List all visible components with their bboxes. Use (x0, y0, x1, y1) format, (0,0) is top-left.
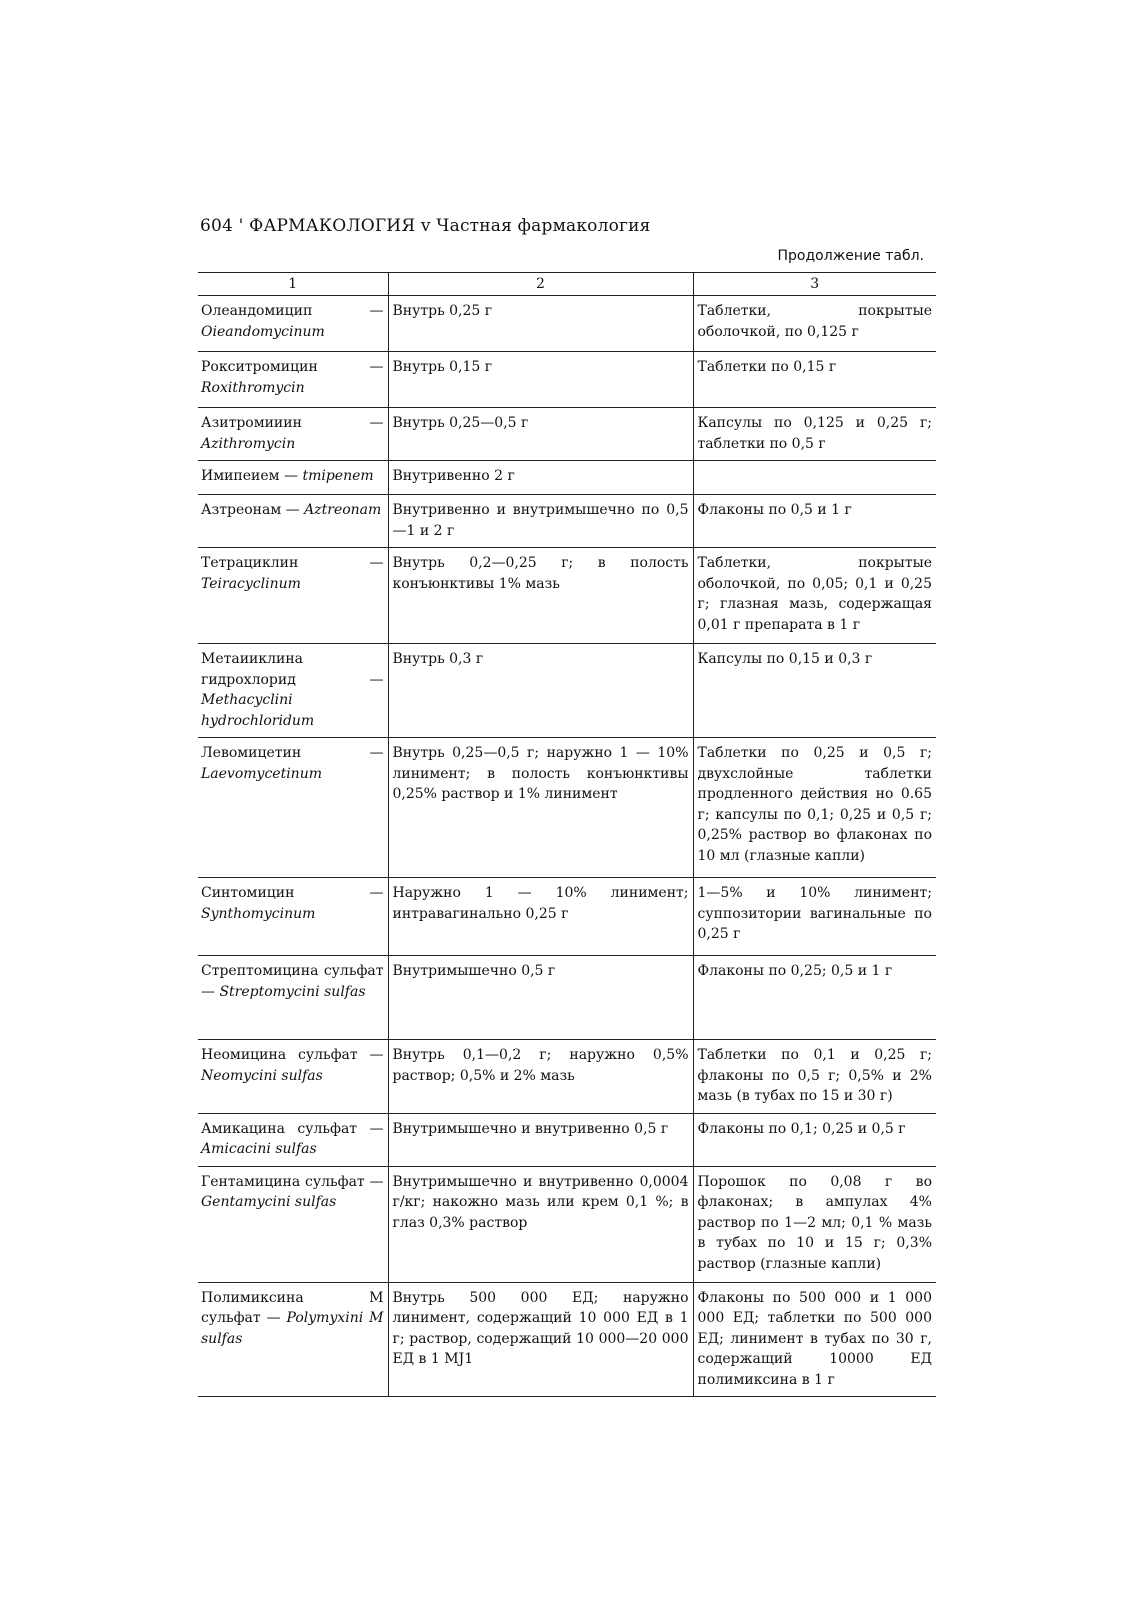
drug-name-cell (198, 956, 388, 1040)
table-row (198, 956, 936, 1040)
table-row (198, 878, 936, 956)
dose-cell: Внутривенно и внутримышечно по 0,5—1 и 2 г (388, 495, 693, 548)
dose-cell: Внутрь 0,3 г (388, 644, 693, 738)
table-row (198, 461, 936, 495)
form-cell (693, 461, 936, 495)
page-header: 604 ' ФАРМАКОЛОГИЯ v Частная фармакология (200, 216, 651, 236)
form-cell: Таблетки по 0,1 и 0,25 г; флаконы по 0,5 г; 0,5% и 2% мазь (в тубах по 15 и 30 г) (693, 1040, 936, 1114)
table-row (198, 548, 936, 644)
drug-latin-name: Teiracyclinum (201, 575, 301, 592)
form-cell: Флаконы по 0,25; 0,5 и 1 г (693, 956, 936, 1040)
column-header: 2 (388, 273, 693, 296)
table-row (198, 1166, 936, 1282)
form-cell: Флаконы по 0,5 и 1 г (693, 495, 936, 548)
drug-name-cell (198, 495, 388, 548)
table-row (198, 1113, 936, 1166)
drug-name-cell (198, 1113, 388, 1166)
form-cell: Таблетки, покрытые оболочкой, по 0,05; 0,1 и 0,25 г; глазная мазь, содержащая 0,01 г препарата в 1 г (693, 548, 936, 644)
column-header: 3 (693, 273, 936, 296)
table-row (198, 1040, 936, 1114)
drug-latin-name: Neomycini sulfas (201, 1067, 323, 1084)
drug-latin-name: Aztreonam (304, 502, 382, 518)
drug-table (198, 272, 936, 1397)
dose-cell: Внутрь 0,1—0,2 г; наружно 0,5% раствор; 0,5% и 2% мазь (388, 1040, 693, 1114)
drug-name-cell (198, 461, 388, 495)
drug-name-cell (198, 408, 388, 461)
dose-cell: Наружно 1 — 10% линимент; интравагинально 0,25 г (388, 878, 693, 956)
drug-latin-name: Gentamycini sulfas (201, 1194, 337, 1210)
drug-latin-name: Methacyclini hydrochloridum (201, 692, 315, 729)
table-header-row (198, 273, 936, 296)
drug-name-cell (198, 644, 388, 738)
drug-name: Гентамицина сульфат — (201, 1173, 384, 1190)
form-cell: Таблетки, покрытые оболочкой, по 0,125 г (693, 296, 936, 352)
dose-cell: Внутрь 500 000 ЕД; наружно линимент, содержащий 10 000 ЕД в 1 г; раствор, содержащий 10 000—20 000 ЕД в 1 MJ1 (388, 1282, 693, 1397)
drug-latin-name: Oieandomycinum (201, 323, 325, 340)
drug-name: Метаииклина гидрохлорид — (201, 651, 384, 688)
dose-cell: Внутрь 0,25—0,5 г; наружно 1 — 10% линимент; в полость конъюнктивы 0,25% раствор и 1% линимент (388, 738, 693, 878)
form-cell: Капсулы по 0,15 и 0,3 г (693, 644, 936, 738)
table-row (198, 738, 936, 878)
drug-latin-name: Synthomycinum (201, 905, 316, 922)
drug-name: Стрептомицина сульфат — (201, 963, 384, 1000)
table-row (198, 408, 936, 461)
table-row (198, 644, 936, 738)
column-header: 1 (198, 273, 388, 296)
table-row (198, 1282, 936, 1397)
drug-latin-name: Roxithromycin (201, 379, 305, 396)
form-cell: Порошок по 0,08 г во флаконах; в ампулах 4% раствор по 1—2 мл; 0,1 % мазь в тубах по 10 и 15 г; 0,3% раствор (глазные капли) (693, 1166, 936, 1282)
form-cell: Флаконы по 500 000 и 1 000 000 ЕД; таблетки по 500 000 ЕД; линимент в тубах по 30 г, содержащий 10000 ЕД полимиксина в 1 г (693, 1282, 936, 1397)
drug-latin-name: Laevomycetinum (201, 765, 322, 782)
form-cell: Флаконы по 0,1; 0,25 и 0,5 г (693, 1113, 936, 1166)
drug-name-cell (198, 548, 388, 644)
drug-name-cell (198, 878, 388, 956)
table-row (198, 296, 936, 352)
dose-cell: Внутрь 0,15 г (388, 352, 693, 408)
drug-name: Неомицина сульфат — (201, 1047, 384, 1063)
drug-name: Тетрациклин — (201, 555, 384, 571)
drug-name-cell (198, 352, 388, 408)
form-cell: Таблетки по 0,25 и 0,5 г; двухслойные таблетки продленного действия но 0.65 г; капсулы по 0,1; 0,25 и 0,5 г; 0,25% раствор во флаконах по 10 мл (глазные капли) (693, 738, 936, 878)
form-cell: Таблетки по 0,15 г (693, 352, 936, 408)
table-caption: Продолжение табл. (777, 248, 924, 264)
drug-name: Полимиксина М сульфат — (201, 1289, 384, 1326)
drug-name-cell (198, 296, 388, 352)
dose-cell: Внутривенно 2 г (388, 461, 693, 495)
dose-cell: Внутримышечно 0,5 г (388, 956, 693, 1040)
form-cell: 1—5% и 10% линимент; суппозитории вагинальные по 0,25 г (693, 878, 936, 956)
dose-cell: Внутримышечно и внутривенно 0,0004 г/кг; накожно мазь или крем 0,1 %; в глаз 0,3% раствор (388, 1166, 693, 1282)
drug-name-cell (198, 1166, 388, 1282)
drug-name: Амикацина сульфат — (201, 1120, 384, 1137)
drug-name: Азтреонам — (201, 502, 300, 518)
table-row (198, 495, 936, 548)
drug-name-cell (198, 738, 388, 878)
dose-cell: Внутримышечно и внутривенно 0,5 г (388, 1113, 693, 1166)
drug-name: Имипеием — (201, 468, 299, 484)
drug-latin-name: Polymyxini M sulfas (201, 1310, 384, 1347)
form-cell: Капсулы по 0,125 и 0,25 г; таблетки по 0,5 г (693, 408, 936, 461)
table-row (198, 352, 936, 408)
drug-name: Олеандомицип — (201, 303, 384, 319)
drug-name: Левомицетин — (201, 745, 384, 761)
drug-name: Азитромииин — (201, 415, 384, 431)
drug-name-cell (198, 1040, 388, 1114)
drug-latin-name: tmipenem (302, 468, 374, 484)
drug-name-cell (198, 1282, 388, 1397)
drug-name: Синтомицин — (201, 885, 384, 901)
dose-cell: Внутрь 0,25 г (388, 296, 693, 352)
drug-latin-name: Azithromycin (201, 435, 296, 452)
dose-cell: Внутрь 0,25—0,5 г (388, 408, 693, 461)
drug-latin-name: Streptomycini sulfas (219, 983, 366, 1000)
dose-cell: Внутрь 0,2—0,25 г; в полость конъюнктивы 1% мазь (388, 548, 693, 644)
drug-latin-name: Amicacini sulfas (201, 1141, 317, 1157)
drug-name: Рокситромицин — (201, 359, 384, 375)
